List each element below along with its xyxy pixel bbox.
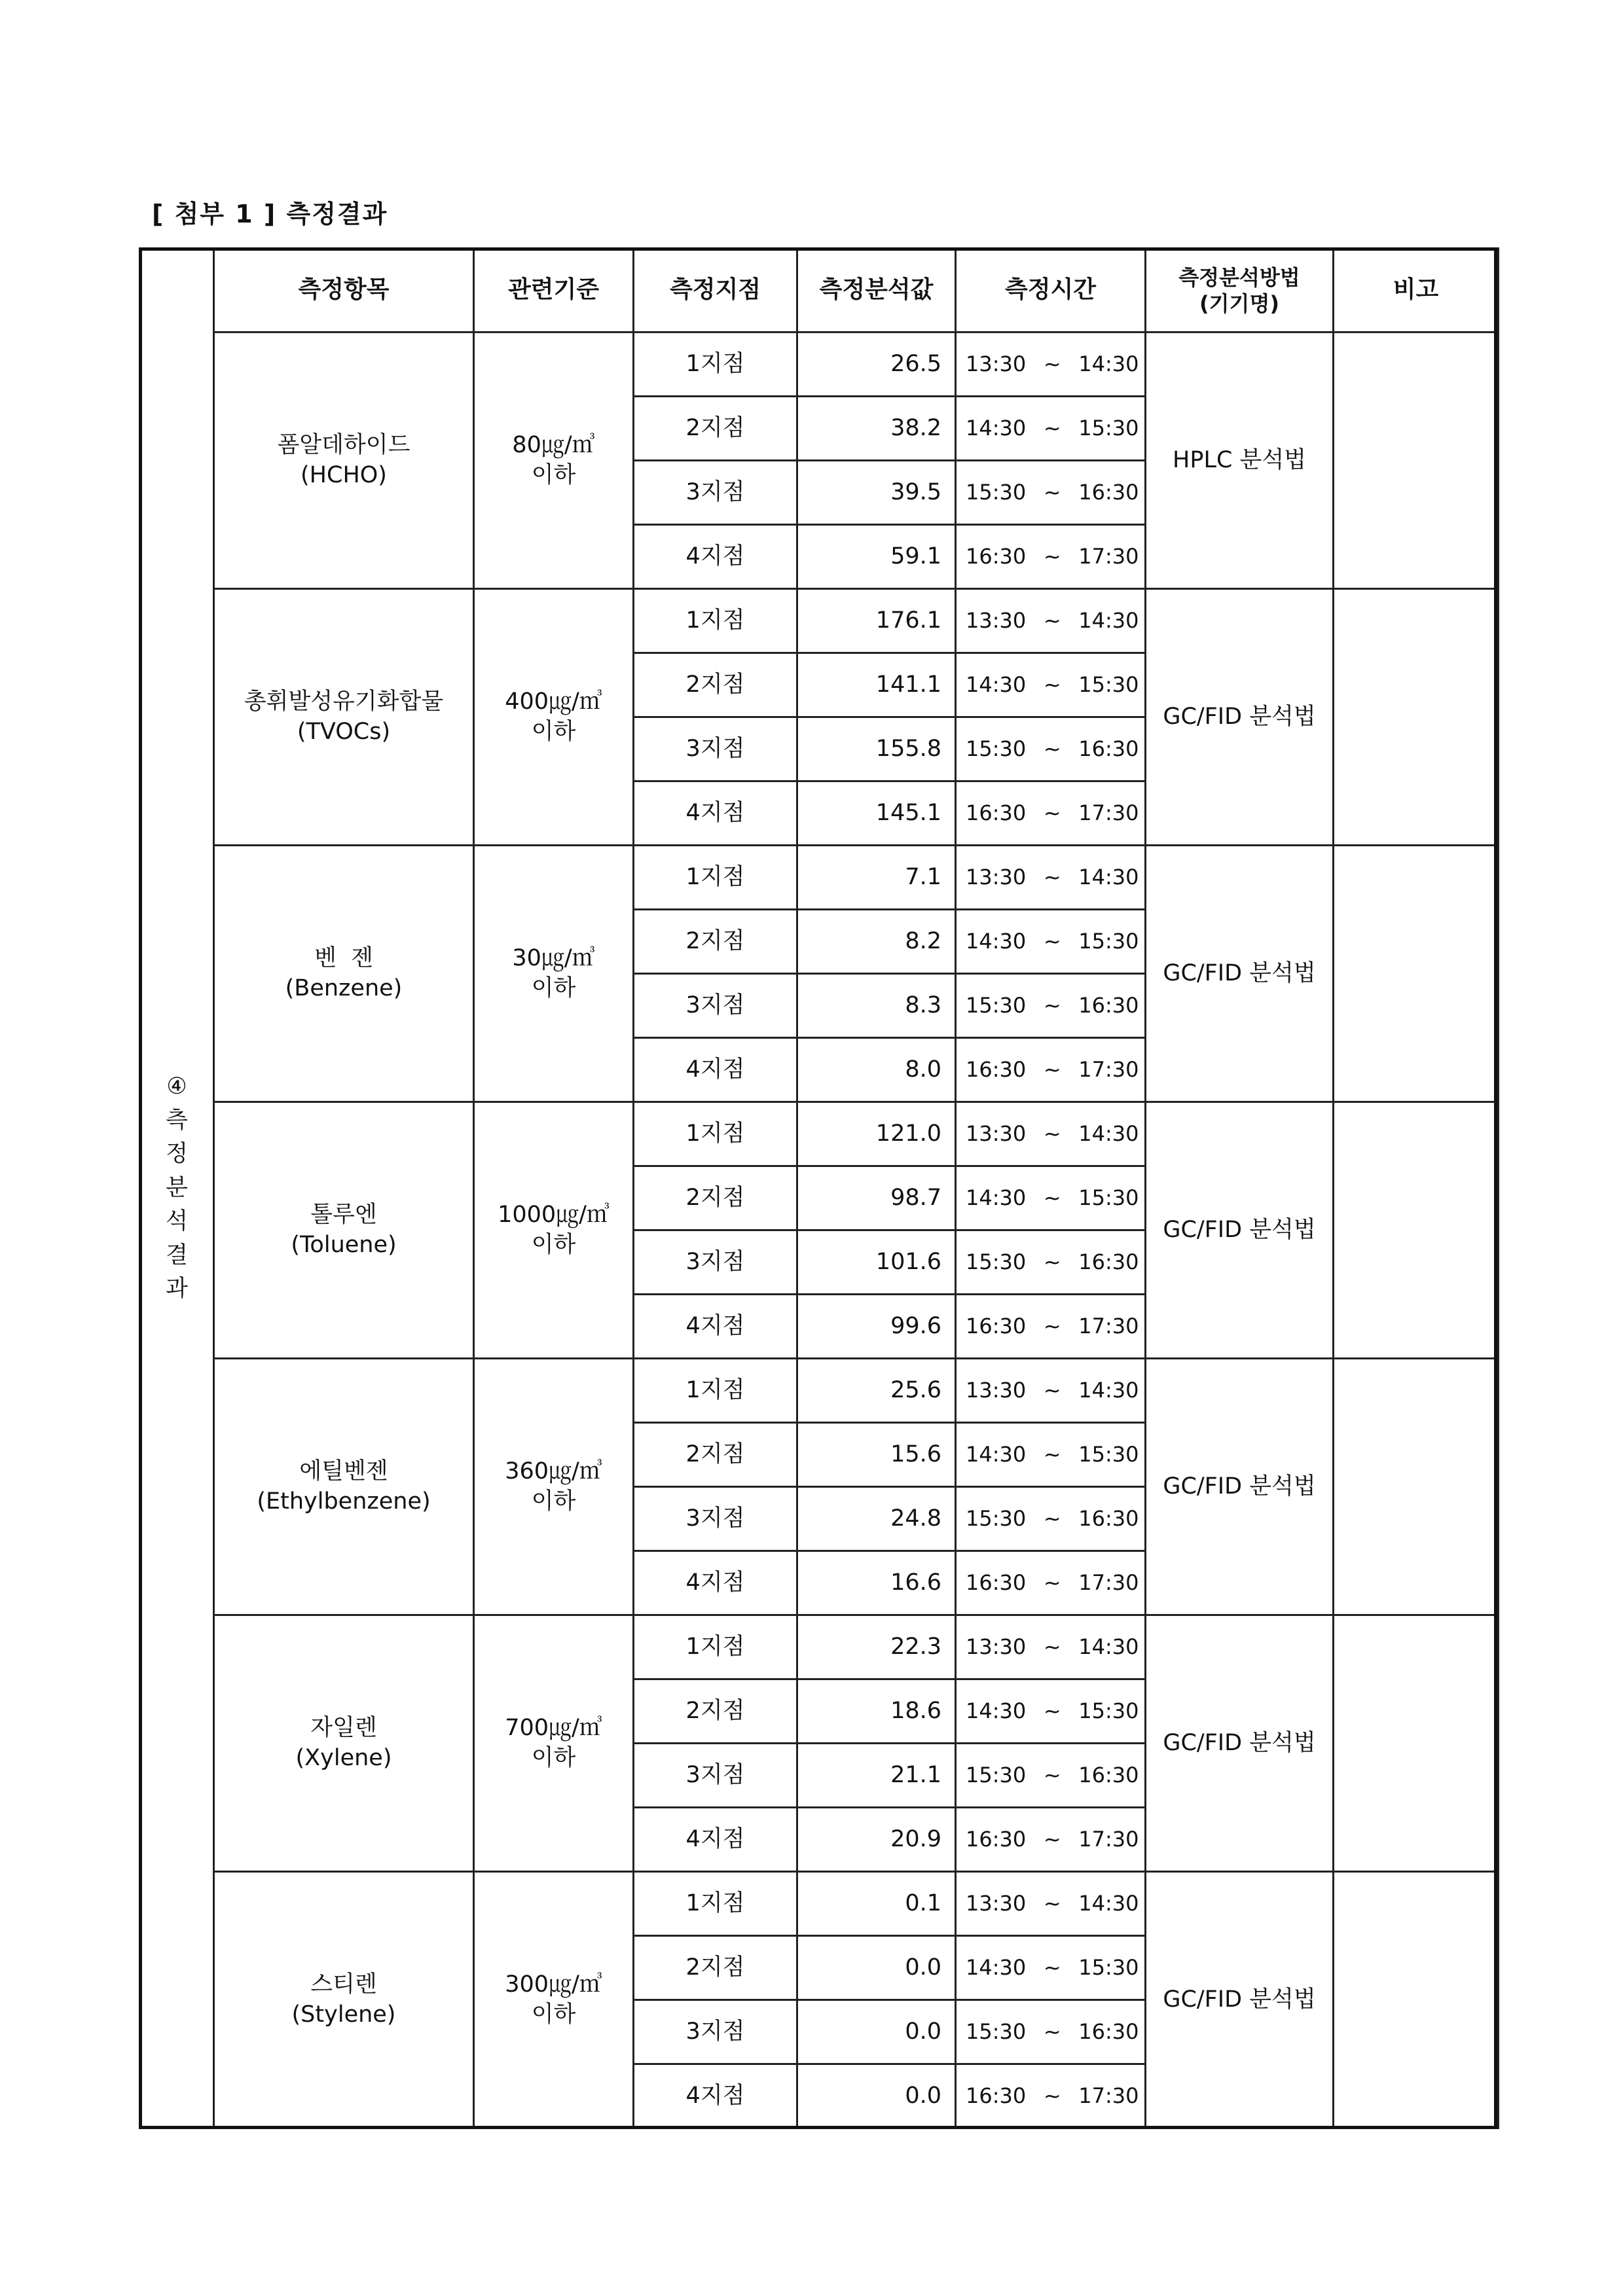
- header-point: 측정지점: [634, 249, 797, 332]
- time-end: 17:30: [1078, 2083, 1139, 2108]
- side-label-char: 결: [166, 1242, 188, 1268]
- method-cell: HPLC 분석법: [1146, 332, 1334, 589]
- time-end: 14:30: [1078, 607, 1139, 633]
- value-cell: 20.9: [797, 1808, 956, 1872]
- time-separator: ~: [1043, 415, 1061, 440]
- time-end: 17:30: [1078, 1056, 1139, 1082]
- point-cell: 1지점: [634, 1102, 797, 1166]
- item-abbr: (Toluene): [291, 1231, 397, 1258]
- item-name: 총휘발성유기화합물: [244, 689, 444, 715]
- time-separator: ~: [1043, 928, 1061, 954]
- time-separator: ~: [1043, 1890, 1061, 1916]
- value-cell: 98.7: [797, 1166, 956, 1230]
- side-label-char: ④: [166, 1073, 187, 1100]
- value-cell: 121.0: [797, 1102, 956, 1166]
- standard-suffix: 이하: [531, 461, 576, 488]
- time-separator: ~: [1043, 1249, 1061, 1274]
- time-separator: ~: [1043, 2018, 1061, 2044]
- time-start: 14:30: [966, 1954, 1027, 1980]
- time-separator: ~: [1043, 1762, 1061, 1787]
- value-cell: 8.0: [797, 1038, 956, 1102]
- time-start: 14:30: [966, 1185, 1027, 1210]
- time-end: 17:30: [1078, 1826, 1139, 1852]
- time-end: 15:30: [1078, 1954, 1139, 1980]
- item-abbr: (Xylene): [295, 1744, 392, 1771]
- item-abbr: (Benzene): [285, 975, 403, 1001]
- time-end: 14:30: [1078, 1377, 1139, 1403]
- time-separator: ~: [1043, 1570, 1061, 1595]
- header-value: 측정분석값: [797, 249, 956, 332]
- time-start: 15:30: [966, 1505, 1027, 1531]
- value-cell: 24.8: [797, 1487, 956, 1551]
- method-cell: GC/FID 분석법: [1146, 1359, 1334, 1615]
- point-cell: 1지점: [634, 846, 797, 910]
- point-cell: 4지점: [634, 2064, 797, 2128]
- value-cell: 7.1: [797, 846, 956, 910]
- header-standard: 관련기준: [474, 249, 634, 332]
- time-separator: ~: [1043, 800, 1061, 825]
- time-start: 15:30: [966, 2018, 1027, 2044]
- point-cell: 4지점: [634, 1808, 797, 1872]
- point-cell: 3지점: [634, 2000, 797, 2064]
- item-abbr: (TVOCs): [297, 718, 391, 745]
- standard-suffix: 이하: [531, 1231, 576, 1258]
- time-separator: ~: [1043, 607, 1061, 633]
- time-start: 15:30: [966, 736, 1027, 761]
- standard-value: 30㎍/㎥: [512, 945, 595, 971]
- point-cell: 2지점: [634, 653, 797, 717]
- value-cell: 59.1: [797, 525, 956, 589]
- point-cell: 3지점: [634, 1230, 797, 1295]
- method-cell: GC/FID 분석법: [1146, 846, 1334, 1102]
- item-name: 톨루엔: [310, 1202, 377, 1228]
- value-cell: 155.8: [797, 717, 956, 781]
- value-cell: 18.6: [797, 1679, 956, 1744]
- time-separator: ~: [1043, 1377, 1061, 1403]
- time-start: 13:30: [966, 607, 1027, 633]
- value-cell: 26.5: [797, 332, 956, 397]
- standard-value: 700㎍/㎥: [505, 1715, 602, 1741]
- standard-value: 80㎍/㎥: [512, 432, 595, 458]
- side-label-char: 측: [166, 1107, 188, 1134]
- time-separator: ~: [1043, 1954, 1061, 1980]
- value-cell: 0.0: [797, 1936, 956, 2000]
- time-end: 17:30: [1078, 800, 1139, 825]
- time-end: 16:30: [1078, 2018, 1139, 2044]
- value-cell: 0.0: [797, 2064, 956, 2128]
- item-name: 에틸벤젠: [299, 1458, 388, 1484]
- point-cell: 4지점: [634, 1038, 797, 1102]
- header-method-line2: (기기명): [1199, 291, 1279, 316]
- time-start: 13:30: [966, 1890, 1027, 1916]
- time-end: 14:30: [1078, 1121, 1139, 1146]
- standard-suffix: 이하: [531, 2001, 576, 2028]
- time-start: 16:30: [966, 1056, 1027, 1082]
- item-abbr: (Ethylbenzene): [257, 1488, 431, 1515]
- time-start: 14:30: [966, 928, 1027, 954]
- time-start: 13:30: [966, 351, 1027, 376]
- time-separator: ~: [1043, 1826, 1061, 1852]
- time-end: 16:30: [1078, 736, 1139, 761]
- point-cell: 2지점: [634, 1166, 797, 1230]
- time-end: 14:30: [1078, 351, 1139, 376]
- time-start: 14:30: [966, 415, 1027, 440]
- side-label-char: 석: [166, 1208, 188, 1235]
- time-start: 13:30: [966, 1377, 1027, 1403]
- time-start: 14:30: [966, 1441, 1027, 1467]
- side-label-char: 과: [166, 1276, 188, 1302]
- document-title: [ 첨부 1 ] 측정결과: [152, 200, 388, 228]
- point-cell: 1지점: [634, 1872, 797, 1936]
- time-start: 15:30: [966, 1762, 1027, 1787]
- time-separator: ~: [1043, 672, 1061, 697]
- time-separator: ~: [1043, 864, 1061, 889]
- time-end: 16:30: [1078, 1505, 1139, 1531]
- method-cell: GC/FID 분석법: [1146, 589, 1334, 846]
- point-cell: 4지점: [634, 1551, 797, 1615]
- point-cell: 1지점: [634, 589, 797, 653]
- point-cell: 1지점: [634, 332, 797, 397]
- standard-value: 400㎍/㎥: [505, 689, 602, 715]
- point-cell: 2지점: [634, 1679, 797, 1744]
- time-start: 15:30: [966, 1249, 1027, 1274]
- time-start: 16:30: [966, 543, 1027, 569]
- value-cell: 8.3: [797, 974, 956, 1038]
- time-start: 16:30: [966, 1570, 1027, 1595]
- time-start: 16:30: [966, 800, 1027, 825]
- value-cell: 145.1: [797, 781, 956, 846]
- side-label-char: 정: [166, 1141, 188, 1168]
- value-cell: 8.2: [797, 910, 956, 974]
- item-name: 폼알데하이드: [277, 432, 410, 458]
- time-start: 14:30: [966, 672, 1027, 697]
- value-cell: 22.3: [797, 1615, 956, 1679]
- point-cell: 2지점: [634, 397, 797, 461]
- time-separator: ~: [1043, 1056, 1061, 1082]
- item-abbr: (Stylene): [291, 2001, 396, 2028]
- time-end: 15:30: [1078, 672, 1139, 697]
- item-name: 벤 젠: [314, 945, 373, 971]
- time-end: 16:30: [1078, 1762, 1139, 1787]
- time-separator: ~: [1043, 1185, 1061, 1210]
- point-cell: 1지점: [634, 1615, 797, 1679]
- time-separator: ~: [1043, 992, 1061, 1018]
- time-separator: ~: [1043, 2083, 1061, 2108]
- value-cell: 0.0: [797, 2000, 956, 2064]
- time-end: 15:30: [1078, 1698, 1139, 1723]
- time-separator: ~: [1043, 1121, 1061, 1146]
- time-end: 17:30: [1078, 543, 1139, 569]
- time-end: 16:30: [1078, 1249, 1139, 1274]
- point-cell: 3지점: [634, 1487, 797, 1551]
- time-separator: ~: [1043, 1698, 1061, 1723]
- point-cell: 4지점: [634, 525, 797, 589]
- side-label-char: 분: [166, 1174, 188, 1201]
- time-separator: ~: [1043, 1634, 1061, 1659]
- time-separator: ~: [1043, 736, 1061, 761]
- time-end: 15:30: [1078, 1185, 1139, 1210]
- header-method-line1: 측정분석방법: [1178, 264, 1300, 290]
- item-name: 자일렌: [310, 1715, 377, 1741]
- standard-value: 300㎍/㎥: [505, 1971, 602, 1998]
- point-cell: 2지점: [634, 1423, 797, 1487]
- point-cell: 3지점: [634, 461, 797, 525]
- time-separator: ~: [1043, 351, 1061, 376]
- table-outer-border: [139, 247, 1497, 2129]
- value-cell: 0.1: [797, 1872, 956, 1936]
- time-separator: ~: [1043, 1505, 1061, 1531]
- standard-suffix: 이하: [531, 1744, 576, 1771]
- time-end: 16:30: [1078, 992, 1139, 1018]
- time-end: 16:30: [1078, 479, 1139, 505]
- value-cell: 101.6: [797, 1230, 956, 1295]
- point-cell: 4지점: [634, 781, 797, 846]
- point-cell: 3지점: [634, 717, 797, 781]
- time-start: 16:30: [966, 2083, 1027, 2108]
- method-cell: GC/FID 분석법: [1146, 1102, 1334, 1359]
- time-start: 16:30: [966, 1313, 1027, 1338]
- time-end: 17:30: [1078, 1570, 1139, 1595]
- time-separator: ~: [1043, 1441, 1061, 1467]
- point-cell: 1지점: [634, 1359, 797, 1423]
- value-cell: 16.6: [797, 1551, 956, 1615]
- point-cell: 3지점: [634, 1744, 797, 1808]
- value-cell: 39.5: [797, 461, 956, 525]
- time-start: 13:30: [966, 1121, 1027, 1146]
- standard-value: 1000㎍/㎥: [498, 1202, 610, 1228]
- time-end: 15:30: [1078, 415, 1139, 440]
- time-start: 16:30: [966, 1826, 1027, 1852]
- time-separator: ~: [1043, 479, 1061, 505]
- value-cell: 141.1: [797, 653, 956, 717]
- point-cell: 2지점: [634, 910, 797, 974]
- value-cell: 25.6: [797, 1359, 956, 1423]
- time-end: 14:30: [1078, 1634, 1139, 1659]
- item-name: 스티렌: [310, 1971, 377, 1998]
- header-note: 비고: [1334, 249, 1499, 332]
- standard-value: 360㎍/㎥: [505, 1458, 602, 1484]
- point-cell: 3지점: [634, 974, 797, 1038]
- method-cell: GC/FID 분석법: [1146, 1872, 1334, 2128]
- standard-suffix: 이하: [531, 975, 576, 1001]
- time-separator: ~: [1043, 543, 1061, 569]
- time-start: 13:30: [966, 1634, 1027, 1659]
- header-time: 측정시간: [956, 249, 1146, 332]
- time-end: 15:30: [1078, 928, 1139, 954]
- standard-suffix: 이하: [531, 718, 576, 745]
- time-start: 15:30: [966, 992, 1027, 1018]
- time-start: 14:30: [966, 1698, 1027, 1723]
- point-cell: 4지점: [634, 1295, 797, 1359]
- time-end: 14:30: [1078, 1890, 1139, 1916]
- value-cell: 38.2: [797, 397, 956, 461]
- point-cell: 2지점: [634, 1936, 797, 2000]
- value-cell: 15.6: [797, 1423, 956, 1487]
- time-end: 15:30: [1078, 1441, 1139, 1467]
- time-separator: ~: [1043, 1313, 1061, 1338]
- header-item: 측정항목: [214, 249, 474, 332]
- standard-suffix: 이하: [531, 1488, 576, 1515]
- time-end: 17:30: [1078, 1313, 1139, 1338]
- time-end: 14:30: [1078, 864, 1139, 889]
- time-start: 13:30: [966, 864, 1027, 889]
- value-cell: 176.1: [797, 589, 956, 653]
- item-abbr: (HCHO): [301, 461, 387, 488]
- method-cell: GC/FID 분석법: [1146, 1615, 1334, 1872]
- value-cell: 99.6: [797, 1295, 956, 1359]
- time-start: 15:30: [966, 479, 1027, 505]
- value-cell: 21.1: [797, 1744, 956, 1808]
